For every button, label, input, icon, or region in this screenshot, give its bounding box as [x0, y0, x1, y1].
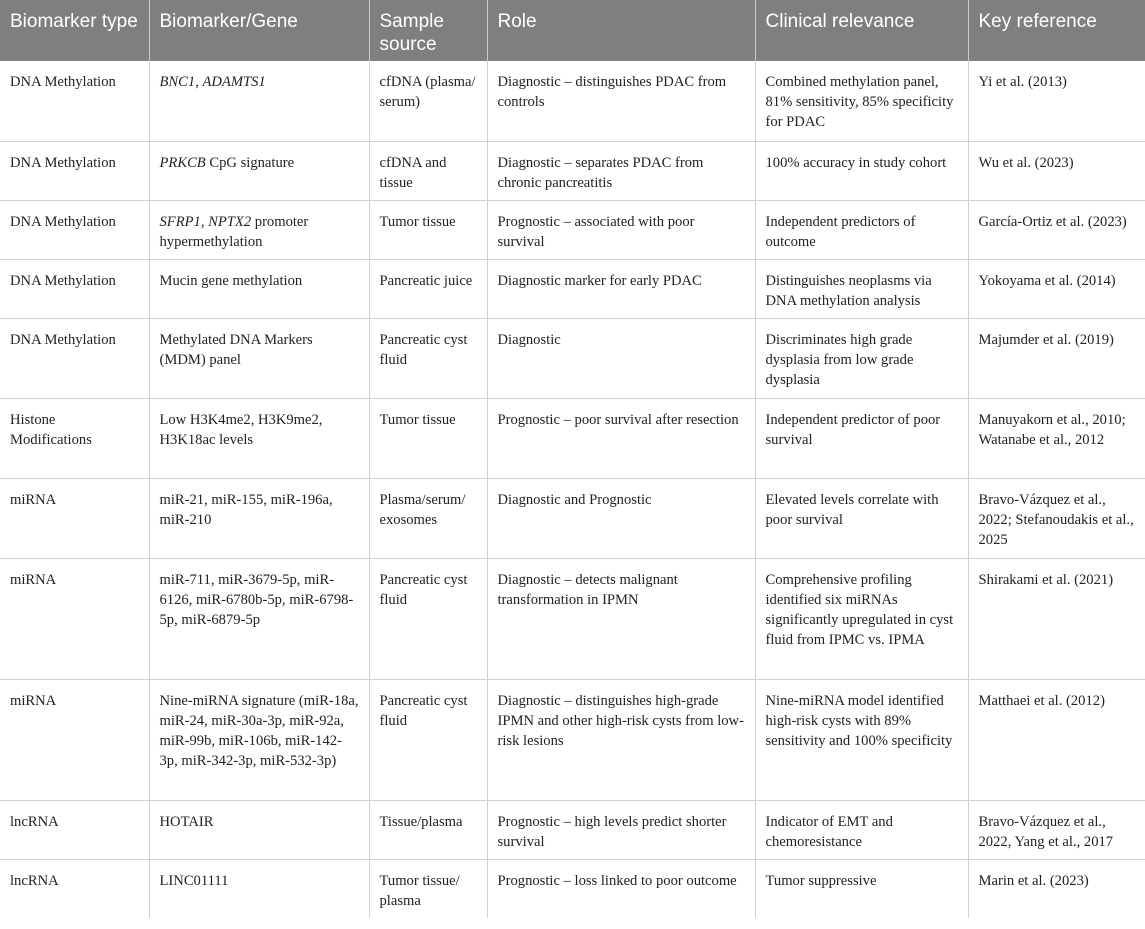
cell-relevance: Tumor suppressive — [755, 859, 968, 918]
cell-reference: Yokoyama et al. (2014) — [968, 259, 1145, 318]
table-row — [0, 859, 1145, 918]
cell-relevance: Discriminates high grade dysplasia from low grade dysplasia — [755, 318, 968, 398]
header-row — [0, 0, 1145, 61]
cell-reference: Marin et al. (2023) — [968, 859, 1145, 918]
cell-relevance: 100% accuracy in study cohort — [755, 141, 968, 200]
gene-name: ADAMTS1 — [202, 74, 266, 90]
cell-role: Diagnostic – separates PDAC from chronic pancreatitis — [487, 141, 755, 200]
cell-gene: Nine-miRNA signature (miR-18a, miR-24, miR-30a-3p, miR-92a, miR-99b, miR-106b, miR-142-3p, miR-342-3p, miR-532-3p) — [149, 679, 369, 800]
cell-gene: Mucin gene methylation — [149, 259, 369, 318]
cell-type: miRNA — [0, 679, 149, 800]
header-key-reference: Key reference — [968, 0, 1145, 61]
cell-reference: Bravo-Vázquez et al., 2022, Yang et al., 2017 — [968, 800, 1145, 859]
cell-type: DNA Methylation — [0, 318, 149, 398]
cell-type: miRNA — [0, 558, 149, 679]
cell-source: Tumor tissue — [369, 398, 487, 478]
gene-suffix: CpG signature — [205, 154, 295, 171]
cell-gene: Low H3K4me2, H3K9me2, H3K18ac levels — [149, 398, 369, 478]
gene-name: PRKCB — [159, 154, 206, 171]
cell-gene — [149, 200, 369, 259]
cell-role: Prognostic – high levels predict shorter survival — [487, 800, 755, 859]
cell-relevance: Elevated levels correlate with poor survival — [755, 478, 968, 558]
cell-relevance: Comprehensive profiling identified six miRNAs significantly upregulated in cyst fluid from IPMC vs. IPMA — [755, 558, 968, 679]
cell-relevance: Nine-miRNA model identified high-risk cysts with 89% sensitivity and 100% specificity — [755, 679, 968, 800]
cell-source: Plasma/serum/ exosomes — [369, 478, 487, 558]
table-row — [0, 800, 1145, 859]
cell-source: Tumor tissue — [369, 200, 487, 259]
table-row — [0, 679, 1145, 800]
cell-source: Tumor tissue/ plasma — [369, 859, 487, 918]
cell-role: Prognostic – loss linked to poor outcome — [487, 859, 755, 918]
table-row — [0, 61, 1145, 141]
cell-type: lncRNA — [10, 872, 59, 889]
gene-name: SFRP1 — [159, 213, 201, 230]
gene-name: NPTX2 — [208, 213, 252, 230]
cell-role: Prognostic – associated with poor survival — [487, 200, 755, 259]
cell-reference: Wu et al. (2023) — [968, 141, 1145, 200]
cell-relevance: Indicator of EMT and chemoresistance — [755, 800, 968, 859]
cell-gene: HOTAIR — [149, 800, 369, 859]
cell-gene — [149, 61, 369, 141]
cell-reference: Matthaei et al. (2012) — [968, 679, 1145, 800]
header-role: Role — [487, 0, 755, 61]
cell-role: Diagnostic and Prognostic — [487, 478, 755, 558]
header-clinical-relevance: Clinical relevance — [755, 0, 968, 61]
cell-relevance: Distinguishes neoplasms via DNA methylation analysis — [755, 259, 968, 318]
cell-gene: miR-711, miR-3679-5p, miR-6126, miR-6780b-5p, miR-6798-5p, miR-6879-5p — [149, 558, 369, 679]
cell-type: DNA Methylation — [0, 141, 149, 200]
cell-type: miRNA — [0, 478, 149, 558]
cell-reference: Majumder et al. (2019) — [968, 318, 1145, 398]
cell-type: lncRNA — [0, 800, 149, 859]
cell-relevance: Combined methylation panel, 81% sensitivity, 85% specificity for PDAC — [755, 61, 968, 141]
gene-name: BNC1 — [159, 74, 196, 90]
gene-sep: , — [195, 74, 203, 90]
cell-gene — [149, 141, 369, 200]
cell-relevance: Independent predictors of outcome — [755, 200, 968, 259]
cell-role: Diagnostic – distinguishes high-grade IPMN and other high-risk cysts from low-risk lesions — [487, 679, 755, 800]
cell-gene: LINC01111 — [149, 859, 369, 918]
cell-reference: García-Ortiz et al. (2023) — [968, 200, 1145, 259]
cell-type: DNA Methylation — [0, 200, 149, 259]
header-biomarker-gene: Biomarker/Gene — [149, 0, 369, 61]
table-row — [0, 558, 1145, 679]
cell-source: Pancreatic juice — [369, 259, 487, 318]
cell-role: Diagnostic – distinguishes PDAC from controls — [487, 61, 755, 141]
table-row — [0, 141, 1145, 200]
cell-type: DNA Methylation — [0, 61, 149, 141]
cell-source: cfDNA and tissue — [369, 141, 487, 200]
cell-relevance: Independent predictor of poor survival — [755, 398, 968, 478]
cell-source: Pancreatic cyst fluid — [369, 318, 487, 398]
cell-source: Pancreatic cyst fluid — [369, 558, 487, 679]
cell-role: Prognostic – poor survival after resection — [487, 398, 755, 478]
table-row — [0, 259, 1145, 318]
cell-gene: Methylated DNA Markers (MDM) panel — [149, 318, 369, 398]
cell-source: Pancreatic cyst fluid — [369, 679, 487, 800]
cell-source: Tissue/plasma — [369, 800, 487, 859]
header-biomarker-type: Biomarker type — [0, 0, 149, 61]
cell-reference: Shirakami et al. (2021) — [968, 558, 1145, 679]
cell-role: Diagnostic — [487, 318, 755, 398]
table-row — [0, 318, 1145, 398]
table-row — [0, 478, 1145, 558]
cell-type: DNA Methylation — [0, 259, 149, 318]
table-row — [0, 398, 1145, 478]
cell-role: Diagnostic marker for early PDAC — [487, 259, 755, 318]
cell-gene: miR-21, miR-155, miR-196a, miR-210 — [149, 478, 369, 558]
table-row — [0, 200, 1145, 259]
cell-type: Histone Modifications — [0, 398, 149, 478]
cell-reference: Manuyakorn et al., 2010; Watanabe et al., 2012 — [968, 398, 1145, 478]
cell-reference: Yi et al. (2013) — [968, 61, 1145, 141]
cell-role: Diagnostic – detects malignant transformation in IPMN — [487, 558, 755, 679]
cell-reference: Bravo-Vázquez et al., 2022; Stefanoudakis et al., 2025 — [968, 478, 1145, 558]
gene-sep: , — [200, 213, 209, 230]
gene-suffix: promoter hypermethylation — [159, 213, 309, 250]
cell-source: cfDNA (plasma/ serum) — [369, 61, 487, 141]
header-sample-source: Sample source — [369, 0, 487, 61]
